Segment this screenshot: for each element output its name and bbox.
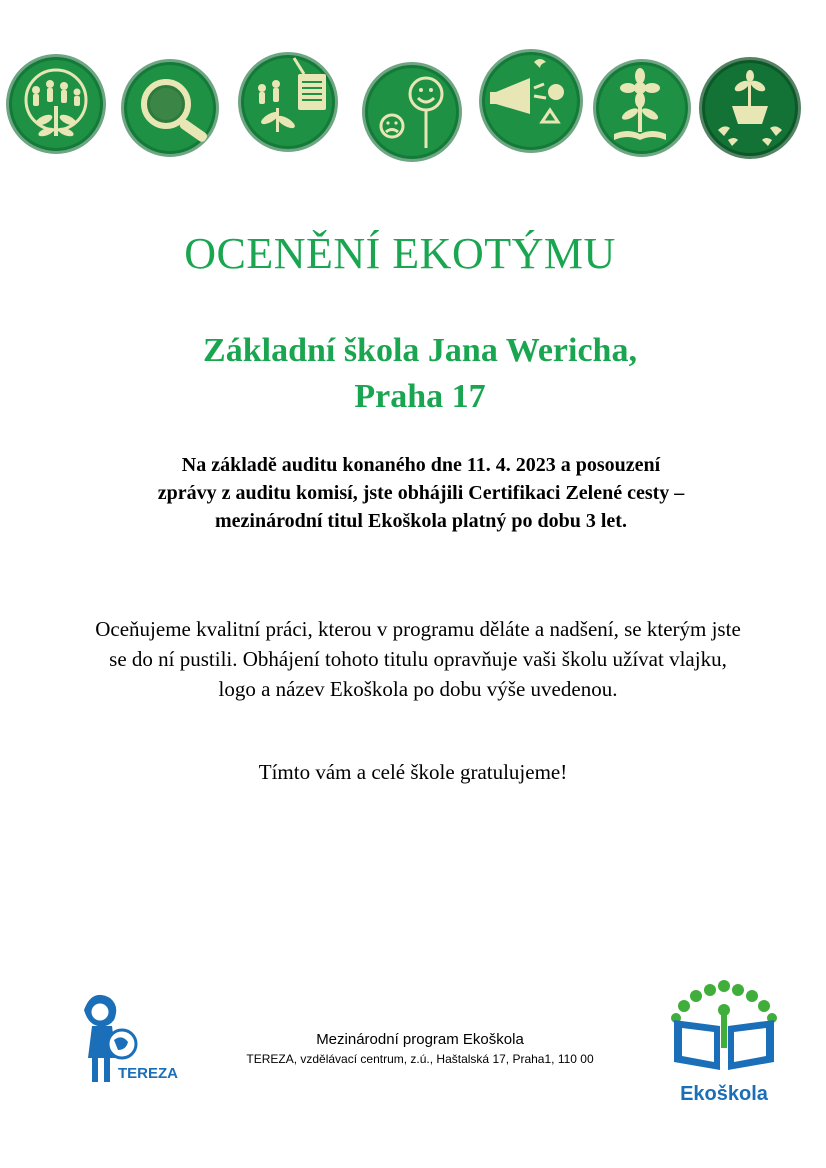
flower-book-icon	[592, 58, 692, 158]
footer	[200, 1030, 640, 1068]
audit-line: Na základě auditu konaného dne 11. 4. 2023 a posouzení	[181, 454, 661, 476]
page-title: OCENĚNÍ EKOTÝMU	[184, 229, 616, 278]
audit-line: mezinárodní titul Ekoškola platný po dobu 3 let.	[215, 510, 627, 532]
school-name-line-2: Praha 17	[354, 378, 486, 415]
magnifier-icon	[120, 58, 220, 158]
school-name-line-1: Základní škola Jana Wericha,	[203, 332, 637, 369]
body-line: Oceňujeme kvalitní práci, kterou v programu děláte a nadšení, se kterým jste	[95, 617, 741, 641]
ekoskola-logo	[668, 976, 780, 1106]
tereza-logo	[64, 988, 190, 1088]
audit-statement	[0, 451, 826, 535]
tereza-logo-text: TEREZA	[118, 1065, 178, 1082]
program-name: Mezinárodní program Ekoškola	[316, 1031, 524, 1048]
badge-row	[0, 48, 826, 168]
smiley-faces-icon	[362, 62, 462, 162]
ekoskola-logo-text: Ekoškola	[680, 1083, 768, 1105]
hands-plant-icon	[698, 56, 802, 160]
body-line: se do ní pustili. Obhájení tohoto titulu opravňuje vaši školu užívat vlajku,	[109, 647, 727, 671]
body-line: logo a název Ekoškola po dobu výše uvedenou.	[218, 677, 618, 701]
people-document-icon	[238, 48, 338, 152]
school-name	[0, 328, 826, 420]
congratulations-text: Tímto vám a celé škole gratulujeme!	[258, 760, 568, 784]
appreciation-paragraph	[0, 614, 826, 704]
audit-line: zprávy z auditu komisí, jste obhájili Certifikaci Zelené cesty –	[157, 482, 685, 504]
family-tree-icon	[6, 54, 106, 154]
megaphone-recycle-icon	[478, 48, 584, 154]
organization-address: TEREZA, vzdělávací centrum, z.ú., Haštalská 17, Praha1, 110 00	[246, 1052, 594, 1066]
